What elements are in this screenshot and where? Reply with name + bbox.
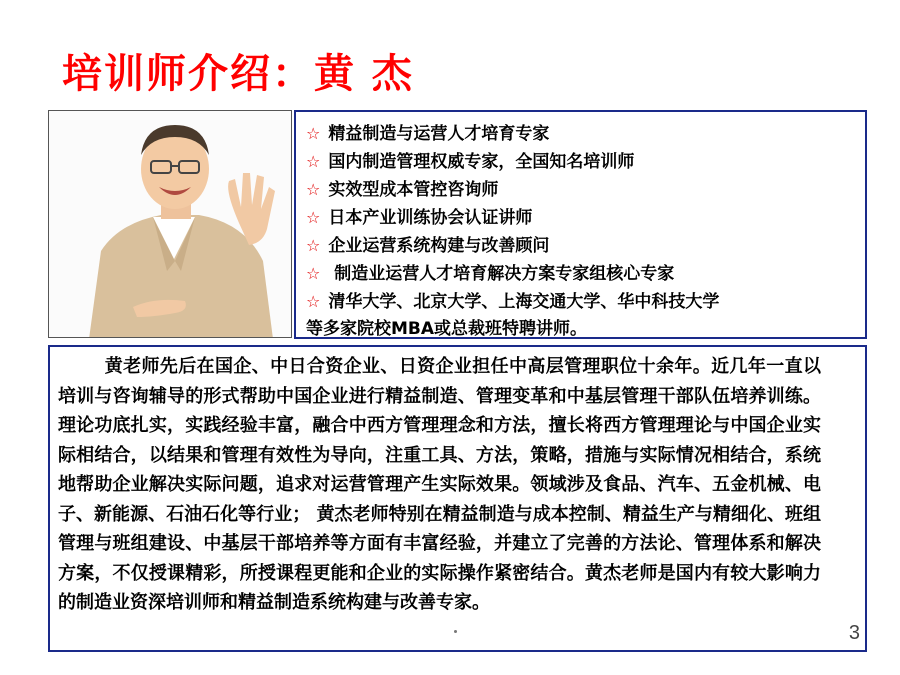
credentials-box [294,110,867,339]
star-icon: ☆ [306,152,321,171]
center-dot [454,630,457,633]
star-icon: ☆ [306,292,321,311]
credential-item [306,232,857,260]
star-icon: ☆ [306,264,321,283]
star-icon: ☆ [306,236,321,255]
credential-text: 实效型成本管控咨询师 [328,180,499,200]
page-number: 3 [848,622,860,644]
credential-text: 企业运营系统构建与改善顾问 [328,236,550,256]
credential-text: 日本产业训练协会认证讲师 [328,208,533,228]
star-icon: ☆ [306,124,321,143]
credential-item [306,260,857,288]
credential-continuation: 等多家院校MBA或总裁班特聘讲师。 [306,319,588,339]
credential-text: 清华大学、北京大学、上海交通大学、华中科技大学 [328,292,720,312]
credential-text: 制造业运营人才培育解决方案专家组核心专家 [328,264,675,284]
credential-item [306,204,857,232]
biography-box [48,345,867,652]
credential-item [306,288,857,316]
credential-text: 精益制造与运营人才培育专家 [328,124,550,144]
star-icon: ☆ [306,208,321,227]
trainer-portrait-image [49,111,292,338]
credential-text: 国内制造管理权威专家，全国知名培训师 [328,152,635,172]
credential-item [306,176,857,204]
slide-title: 培训师介绍：黄 杰 [62,51,414,97]
credential-item [306,148,857,176]
credential-item [306,120,857,148]
star-icon: ☆ [306,180,321,199]
trainer-photo [48,110,292,338]
biography-text: 黄老师先后在国企、中日合资企业、日资企业担任中高层管理职位十余年。近几年一直以培训与咨询辅导的形式帮助中国企业进行精益制造、管理变革和中基层管理干部队伍培养训练。理论功底扎实，实践经验丰富，融合中西方管理理念和方法，擅长将西方管理理论与中国企业实际相结合，以结果和管理有效性为导向，注重工具、方法，策略，措施与实际情况相结合，系统地帮助企业解决实际问题，追求对运营管理产生实际效果。领域涉及食品、汽车、五金机械、电子、新能源、石油石化等行业； 黄杰老师特别在精益制造与成本控制、精益生产与精细化、班组管理与班组建设、中基层干部培养等方面有丰富经验，并建立了完善的方法论、管理体系和解决方案，不仅授课精彩，所授课程更能和企业的实际操作紧密结合。黄杰老师是国内有较大影响力的制造业资深培训师和精益制造系统构建与改善专家。 [58,356,821,613]
